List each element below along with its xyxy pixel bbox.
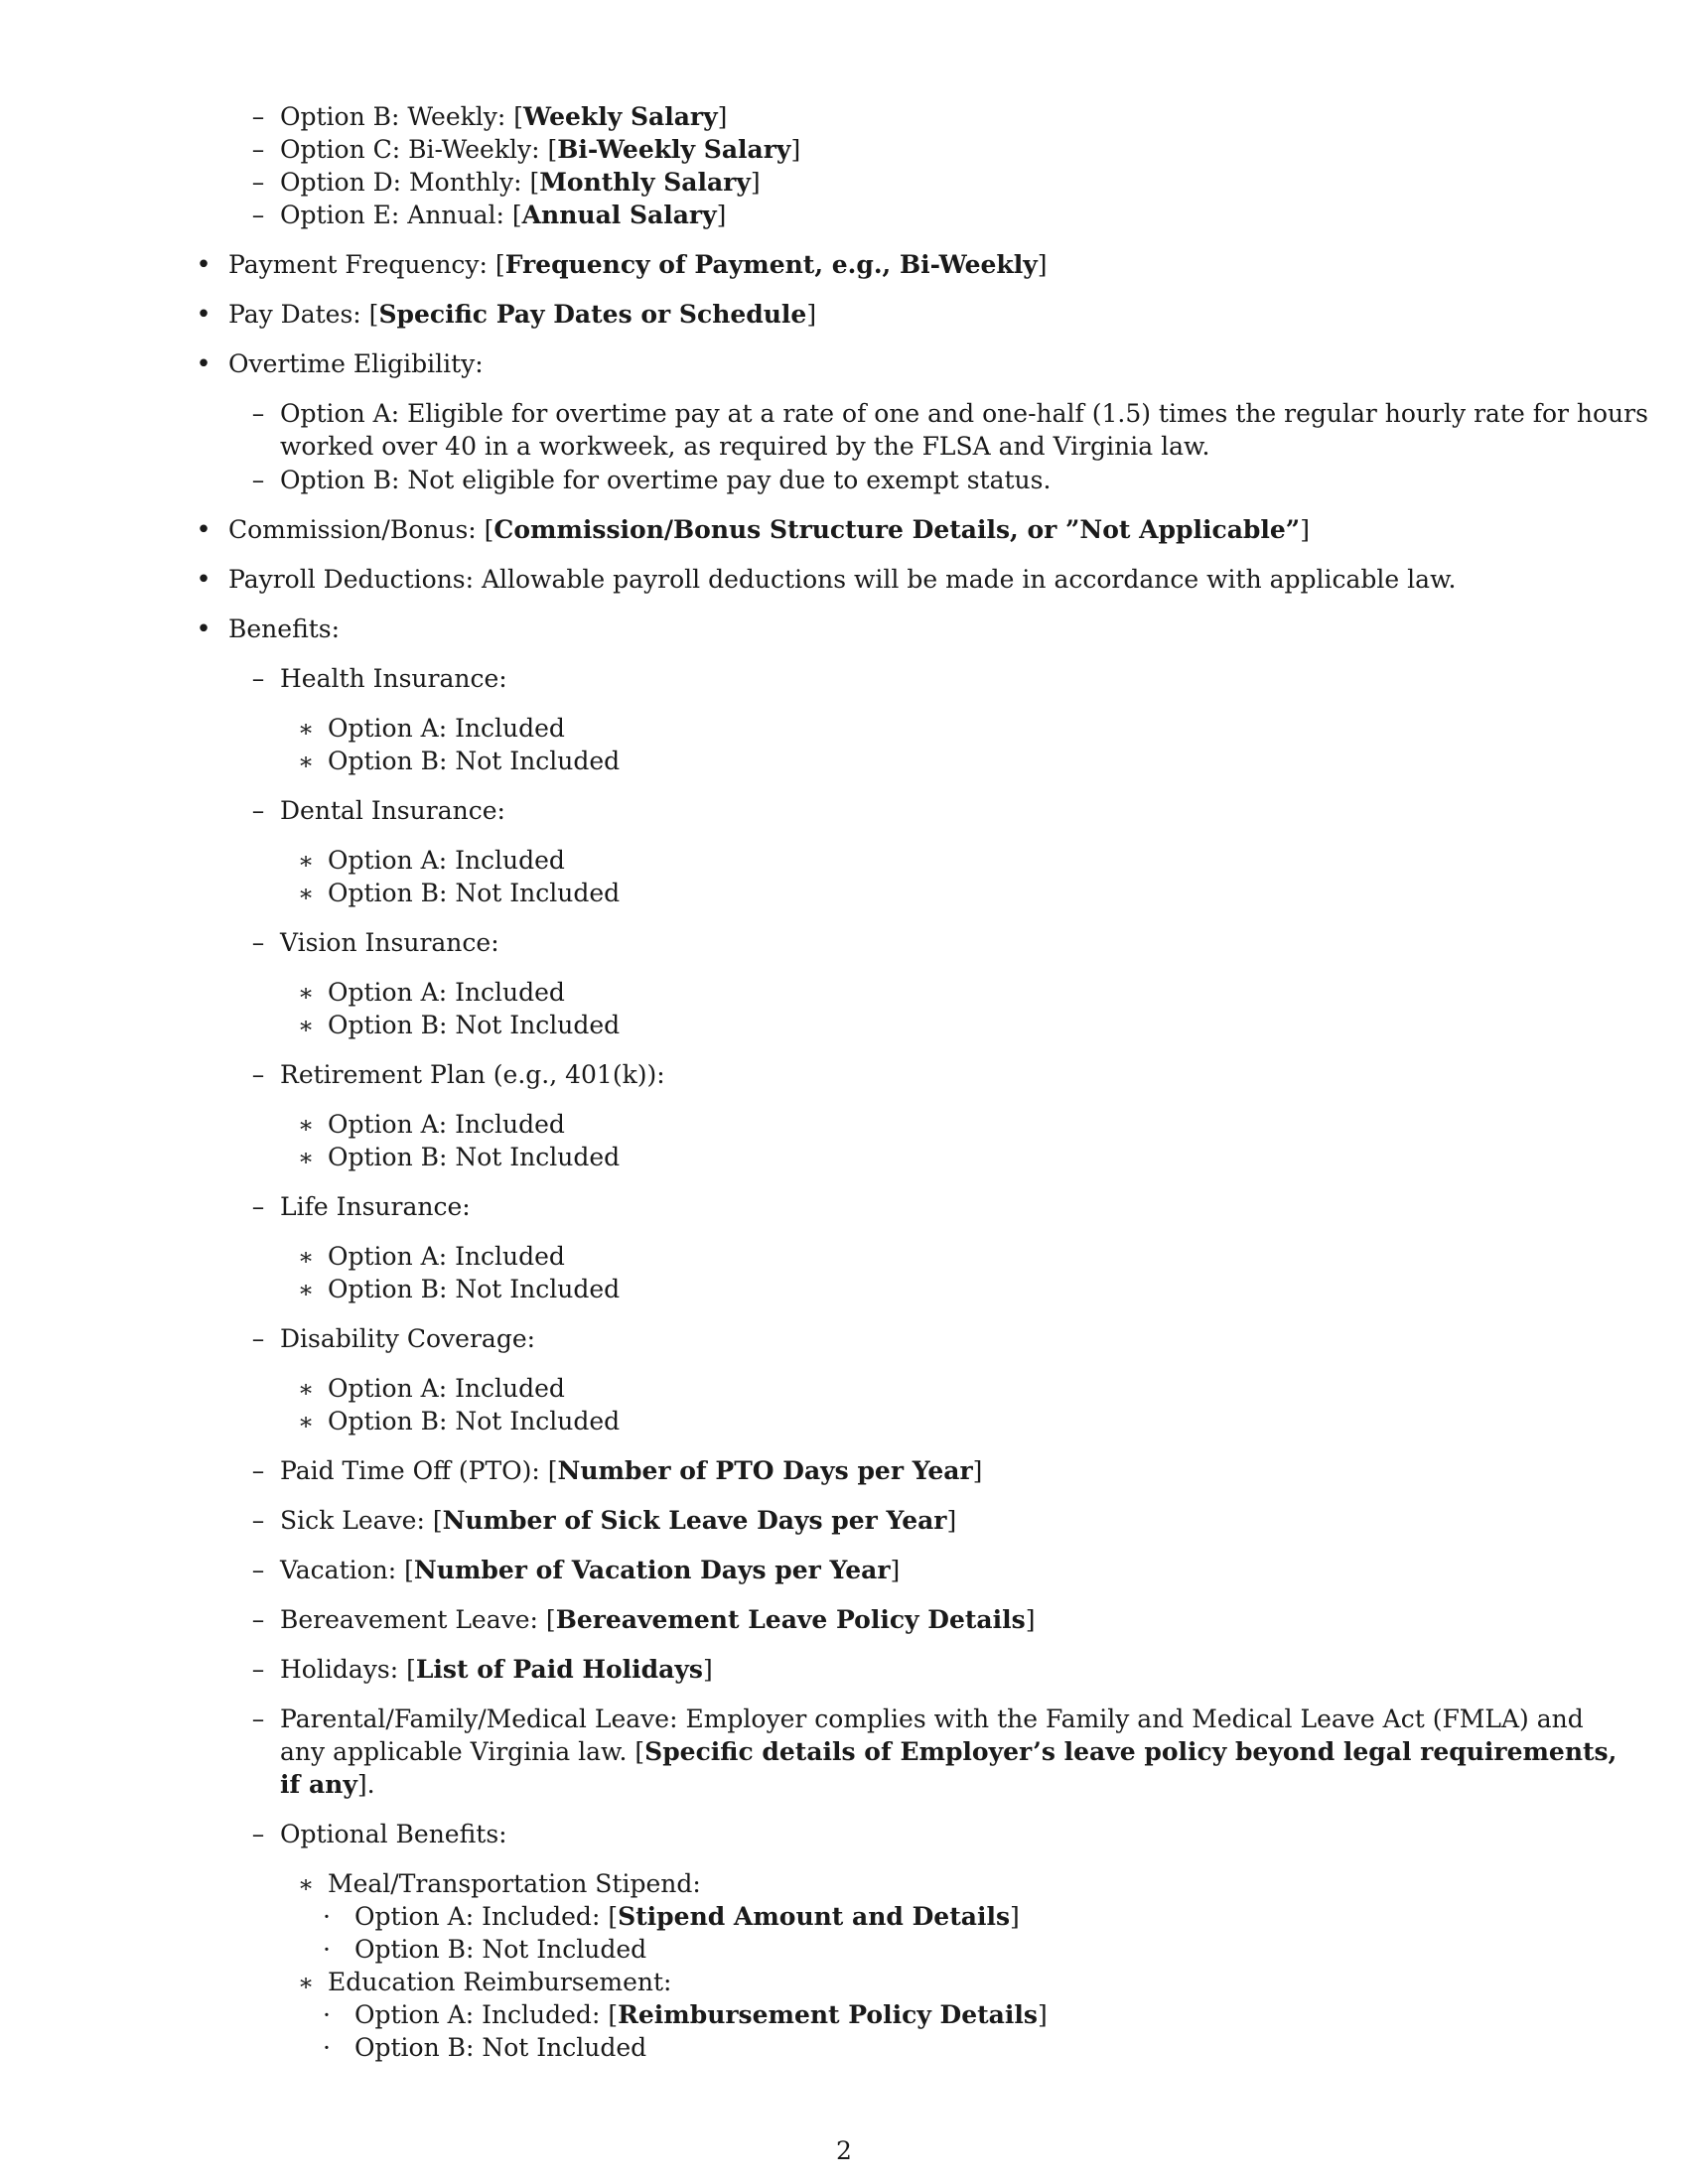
placeholder-field: Number of Vacation Days per Year xyxy=(413,1556,891,1584)
dash-marker: – xyxy=(251,1820,265,1848)
bullet-marker: • xyxy=(196,300,211,330)
dash-marker: – xyxy=(251,1060,265,1089)
placeholder-field: Stipend Amount and Details xyxy=(618,1902,1011,1931)
placeholder-field: Bereavement Leave Policy Details xyxy=(555,1605,1026,1634)
dash-marker: – xyxy=(251,1506,265,1535)
dash-marker: – xyxy=(251,201,265,229)
bullet-marker: • xyxy=(196,565,211,595)
placeholder-field: Specific Pay Dates or Schedule xyxy=(378,300,807,329)
document-page: – Option B: Weekly: [Weekly Salary] – Option C: Bi-Weekly: [Bi-Weekly Salary] – Option D: Monthly: [Monthly Salary] – Option E: Annual: [Annual Salary] • Payment Frequency: [Frequency of Payment, e.g., Bi-Weekly] • Pay Dates: [Specific Pay Dates or Schedule] • Overtime Eligibility: – Option A: Eligible for overtime pay at a rate of one and one-half (1.5) times the regular hourly rate for hours worked over 40 in a workweek, as required by the FLSA and Virginia law. – Option B: Not eligible for overtime pay due to exempt status. • Commission/Bonus: [Commission/Bonus Structure Details, or ”Not Applicable”] • Payroll Deductions: Allowable payroll deductions will be made in accordance with applicable law. • Benefits: – Health Insurance: ∗ Option A: Included ∗ Option B: Not Included – Dental Insurance: ∗ Option A: Included ∗ Option B: Not Included – Vision Insurance: ∗ Option A: Included ∗ Option B: Not Included – Retirement Plan (e.g., 401(k)): ∗ Option A: Included ∗ Option B: Not Included – Life Insurance: ∗ Option A: Included ∗ Option B: Not Included – Disability Coverage: ∗ Option A: Included ∗ Option B: Not Included – Paid Time Off (PTO): [Number of PTO Days per Year] – Sick Leave: [Number of Sick Leave Days per Year] – Vacation: [Number of Vacation Days per Year] – Bereavement Leave: [Bereavement Leave Policy Details] – Holidays: [List of Paid Holidays] – Parental/Family/Medical Leave: Employer complies with the Family and Medical Leave Act (FMLA) and any applicable Virginia law. [Specific details of Employer’s leave policy beyond legal requirements, if any]. – Optional Benefits: ∗ Meal/Transportation Stipend: · Option A: Included: [Stipend Amount and Details] · Option B: Not Included ∗ Education Reimbursement: · Option A: Included: [Reimbursement Policy Details] · Option B: Not Included 2 xyxy=(0,0,1688,2184)
dot-marker: · xyxy=(323,1935,331,1964)
dash-marker: – xyxy=(251,1324,265,1353)
dash-marker: – xyxy=(251,1705,265,1733)
star-marker: ∗ xyxy=(297,715,315,743)
placeholder-field: Reimbursement Policy Details xyxy=(618,2000,1038,2029)
star-marker: ∗ xyxy=(297,1375,315,1403)
dash-marker: – xyxy=(251,1556,265,1584)
dash-marker: – xyxy=(251,1192,265,1221)
dash-marker: – xyxy=(251,1605,265,1634)
placeholder-field: Bi-Weekly Salary xyxy=(557,135,791,164)
dash-marker: – xyxy=(251,466,265,494)
placeholder-field: Commission/Bonus Structure Details, or ”Not Applicable” xyxy=(493,515,1301,544)
dot-marker: · xyxy=(323,1902,331,1931)
star-marker: ∗ xyxy=(297,1243,315,1271)
bullet-marker: • xyxy=(196,515,211,545)
star-marker: ∗ xyxy=(297,1969,315,1996)
dash-marker: – xyxy=(251,102,265,131)
bullet-marker: • xyxy=(196,349,211,379)
placeholder-field: Frequency of Payment, e.g., Bi-Weekly xyxy=(504,250,1038,279)
placeholder-field: Annual Salary xyxy=(521,201,717,229)
star-marker: ∗ xyxy=(297,1408,315,1435)
placeholder-field: if any xyxy=(280,1770,357,1799)
placeholder-field: Weekly Salary xyxy=(523,102,718,131)
placeholder-field: List of Paid Holidays xyxy=(415,1655,703,1684)
page-number: 2 xyxy=(836,2136,852,2165)
dash-marker: – xyxy=(251,168,265,197)
bullet-marker: • xyxy=(196,250,211,280)
dash-marker: – xyxy=(251,796,265,825)
star-marker: ∗ xyxy=(297,1111,315,1139)
dot-marker: · xyxy=(323,2000,331,2029)
dash-marker: – xyxy=(251,1456,265,1485)
dash-marker: – xyxy=(251,1655,265,1684)
star-marker: ∗ xyxy=(297,847,315,875)
star-marker: ∗ xyxy=(297,979,315,1007)
placeholder-field: Number of PTO Days per Year xyxy=(557,1456,973,1485)
dash-marker: – xyxy=(251,928,265,957)
placeholder-field: Monthly Salary xyxy=(539,168,751,197)
star-marker: ∗ xyxy=(297,880,315,907)
star-marker: ∗ xyxy=(297,1012,315,1039)
dash-marker: – xyxy=(251,135,265,164)
star-marker: ∗ xyxy=(297,1144,315,1171)
star-marker: ∗ xyxy=(297,1870,315,1898)
dash-marker: – xyxy=(251,664,265,693)
star-marker: ∗ xyxy=(297,1276,315,1303)
dot-marker: · xyxy=(323,2033,331,2062)
dash-marker: – xyxy=(251,399,265,428)
placeholder-field: Specific details of Employer’s leave policy beyond legal requirements, xyxy=(644,1737,1618,1766)
star-marker: ∗ xyxy=(297,748,315,775)
bullet-marker: • xyxy=(196,614,211,644)
placeholder-field: Number of Sick Leave Days per Year xyxy=(442,1506,947,1535)
